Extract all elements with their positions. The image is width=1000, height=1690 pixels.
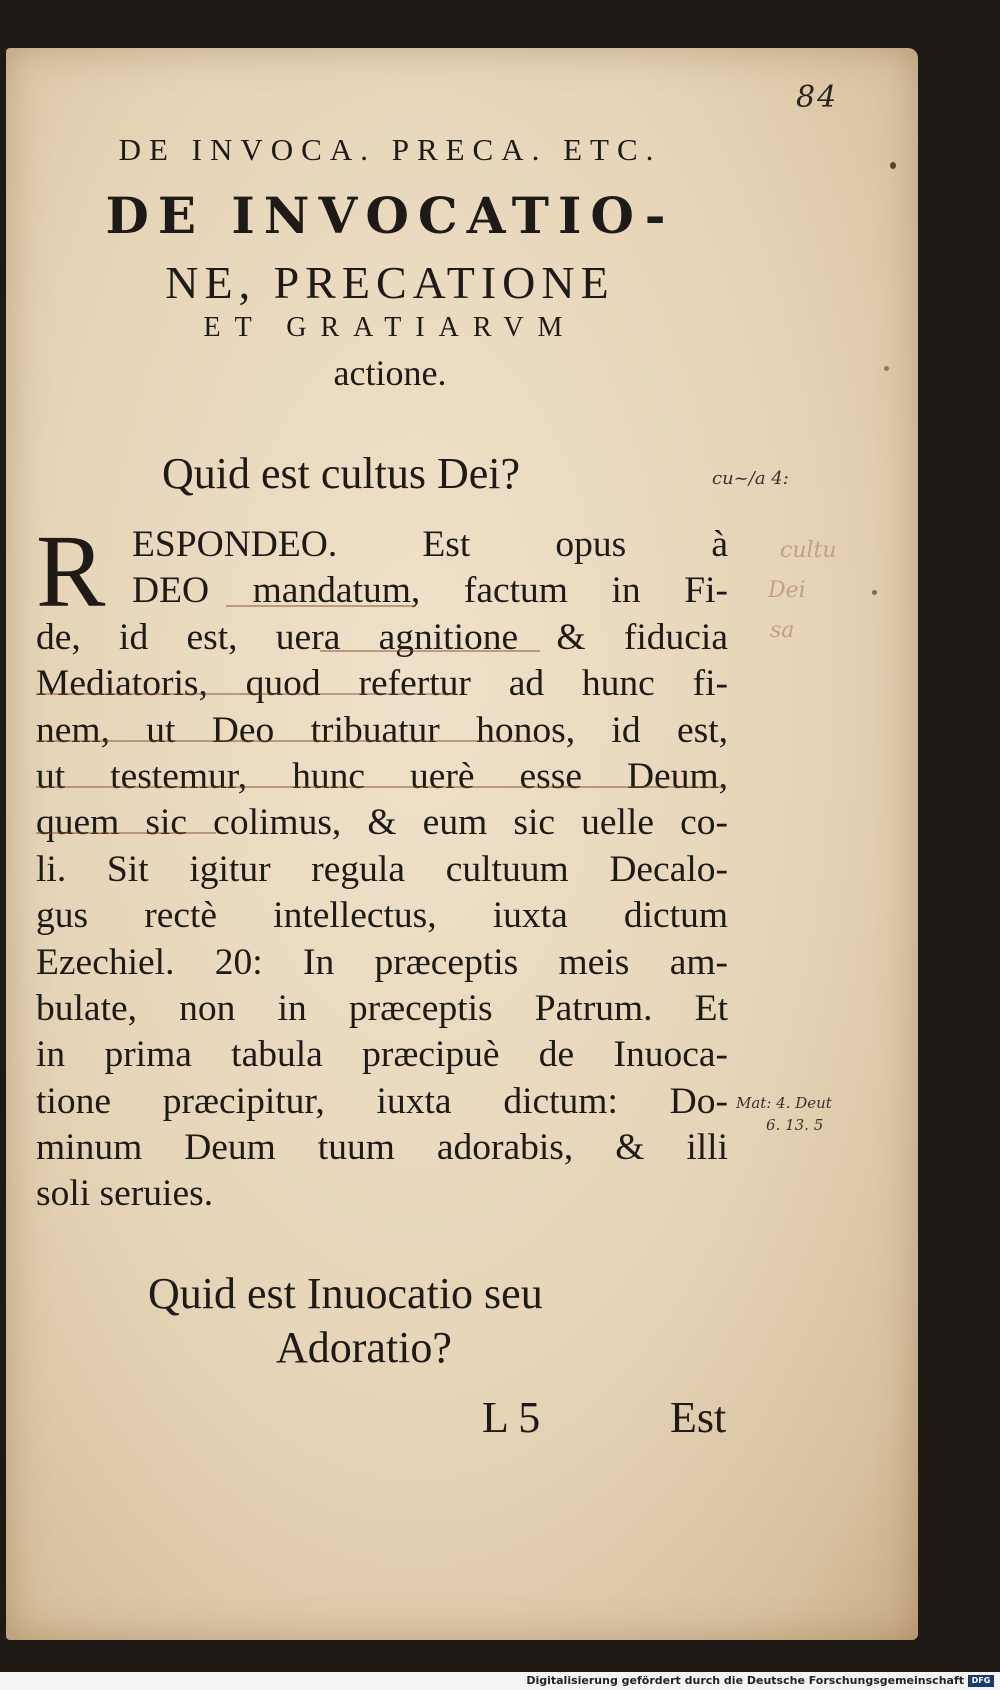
page-number: 84 bbox=[796, 80, 839, 115]
question-heading-2: Quid est Inuocatio seu bbox=[148, 1269, 543, 1318]
ink-underline bbox=[226, 605, 416, 607]
ink-spot bbox=[872, 590, 877, 595]
running-head: DE INVOCA. PRECA. ETC. bbox=[118, 132, 662, 167]
body-line: gus rectè intellectus, iuxta dictum bbox=[36, 895, 728, 937]
ink-spot bbox=[884, 366, 889, 371]
chapter-title-line-3: ET GRATIARVM bbox=[203, 312, 577, 343]
body-line: ESPONDEO. Est opus à bbox=[132, 524, 728, 565]
footer-bar bbox=[0, 1672, 1000, 1690]
body-line: Ezechiel. 20: In præceptis meis am- bbox=[36, 941, 728, 983]
ink-underline bbox=[36, 693, 456, 695]
body-line: quem sic colimus, & eum sic uelle co- bbox=[36, 802, 728, 844]
chapter-title-line-1: DE INVOCATIO- bbox=[105, 186, 675, 245]
ink-underline bbox=[36, 832, 216, 834]
margin-note-1: cu~/a 4: bbox=[712, 468, 789, 489]
ink-spot bbox=[890, 162, 896, 169]
body-line: ut testemur, hunc uerè esse Deum, bbox=[36, 755, 728, 797]
ink-underline bbox=[36, 740, 536, 742]
ink-underline bbox=[320, 650, 540, 652]
signature-mark: L 5 bbox=[482, 1393, 541, 1442]
margin-note-2: Mat: 4. Deut bbox=[736, 1094, 832, 1112]
body-line: DEO mandatum, factum in Fi- bbox=[132, 570, 728, 612]
faint-margin-note: cultu bbox=[780, 538, 837, 563]
question-heading-2-cont: Adoratio? bbox=[276, 1323, 452, 1372]
footer-credit: Digitalisierung gefördert durch die Deutsche Forschungsgemeinschaft bbox=[526, 1674, 964, 1687]
ink-underline bbox=[36, 786, 726, 788]
question-heading-1: Quid est cultus Dei? bbox=[162, 449, 521, 498]
body-line: minum Deum tuum adorabis, & illi bbox=[36, 1127, 728, 1169]
body-line: soli seruies. bbox=[36, 1173, 214, 1215]
catchword: Est bbox=[670, 1393, 727, 1442]
body-line: tione præcipitur, iuxta dictum: Do- bbox=[36, 1080, 728, 1122]
body-line: Mediatoris, quod refertur ad hunc fi- bbox=[36, 663, 728, 705]
body-line: li. Sit igitur regula cultuum Decalo- bbox=[36, 848, 728, 890]
body-line: in prima tabula præcipuè de Inuoca- bbox=[36, 1034, 728, 1076]
faint-margin-note: sa bbox=[770, 618, 795, 643]
chapter-title-line-4: actione. bbox=[333, 353, 447, 393]
body-line: nem, ut Deo tribuatur honos, id est, bbox=[36, 709, 728, 751]
margin-note-2b: 6. 13. 5 bbox=[766, 1116, 824, 1134]
body-line: de, id est, uera agnitione & fiducia bbox=[36, 616, 728, 658]
drop-capital: R bbox=[36, 514, 106, 629]
body-line: bulate, non in præceptis Patrum. Et bbox=[36, 987, 728, 1029]
dfg-logo: DFG bbox=[968, 1675, 994, 1687]
chapter-title-line-2: NE, PRECATIONE bbox=[165, 257, 615, 308]
faint-margin-note: Dei bbox=[768, 578, 806, 603]
body-paragraph bbox=[36, 514, 728, 1218]
